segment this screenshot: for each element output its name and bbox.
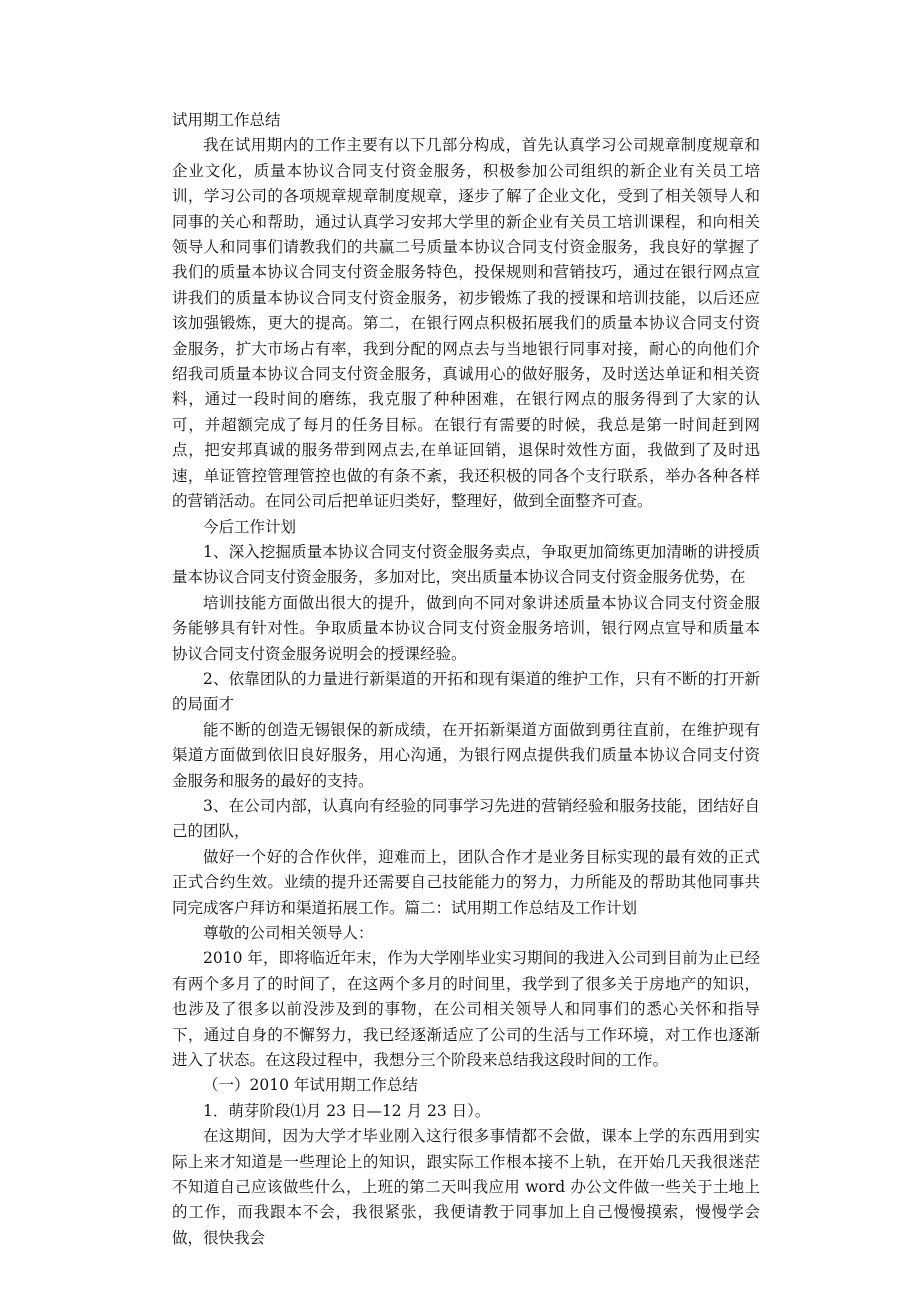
document-body — [172, 108, 760, 1251]
salutation: 尊敬的公司相关领导人： — [203, 924, 374, 942]
paragraph: 在这期间，因为大学才毕业刚入这行很多事情都不会做，课本上学的东西用到实际上来才知道是一些理论上的知识，跟实际工作根本接不上轨，在开始几天我很迷茫不知道自己应该做些什么，上班的第二天叫我应用 word 办公文件做一些关于土地上的工作，而我跟本不会，我很紧张，我便请教于同事加上自己慢慢摸索，慢慢学会做，很快我会 — [172, 1127, 760, 1247]
paragraph: 2、依靠团队的力量进行新渠道的开拓和现有渠道的维护工作，只有不断的打开新的局面才 — [172, 669, 760, 714]
subsection-heading: 1．萌芽阶段⑴月 23 日—12 月 23 日）。 — [203, 1101, 491, 1120]
paragraph: 3、在公司内部，认真向有经验的同事学习先进的营销经验和服务技能，团结好自己的团队， — [172, 796, 760, 841]
paragraph: 我在试用期内的工作主要有以下几部分构成，首先认真学习公司规章制度规章和企业文化，质量本协议合同支付资金服务，积极参加公司组织的新企业有关员工培训，学习公司的各项规章规章制度规章，逐步了解了企业文化，受到了相关领导人和同事的关心和帮助，通过认真学习安邦大学里的新企业有关员工培训课程，和向相关领导人和同事们请教我们的共赢二号质量本协议合同支付资金服务，我良好的掌握了我们的质量本协议合同支付资金服务特色，投保规则和营销技巧，通过在银行网点宣讲我们的质量本协议合同支付资金服务，初步锻炼了我的授课和培训技能，以后还应该加强锻炼，更大的提高。第二，在银行网点积极拓展我们的质量本协议合同支付资金服务，扩大市场占有率，我到分配的网点去与当地银行同事对接，耐心的向他们介绍我司质量本协议合同支付资金服务，真诚用心的做好服务，及时送达单证和相关资料，通过一段时间的磨练，我克服了种种困难，在银行网点的服务得到了大家的认可，并超额完成了每月的任务目标。在银行有需要的时候，我总是第一时间赶到网点，把安邦真诚的服务带到网点去,在单证回销，退保时效性方面，我做到了及时迅速，单证管控管理管控也做的有条不紊，我还积极的同各个支行联系，举办各种各样的营销活动。在同公司后把单证归类好，整理好，做到全面整齐可查。 — [172, 136, 760, 511]
section-heading: 今后工作计划 — [203, 517, 297, 536]
paragraph: 培训技能方面做出很大的提升，做到向不同对象讲述质量本协议合同支付资金服务能够具有针对性。争取质量本协议合同支付资金服务培训，银行网点宣导和质量本协议合同支付资金服务说明会的授课经验。 — [172, 593, 760, 663]
paragraph: 2010 年，即将临近年末，作为大学刚毕业实习期间的我进入公司到目前为止已经有两个多月了的时间了，在这两个多月的时间里，我学到了很多关于房地产的知识，也涉及了很多以前没涉及到的事物，在公司相关领导人和同事们的悉心关怀和指导下，通过自身的不懈努力，我已经逐渐适应了公司的生活与工作环境，对工作也逐渐进入了状态。在这段过程中，我想分三个阶段来总结我这段时间的工作。 — [172, 949, 760, 1070]
paragraph: 能不断的创造无锡银保的新成绩，在开拓新渠道方面做到勇往直前，在维护现有渠道方面做到依旧良好服务，用心沟通，为银行网点提供我们质量本协议合同支付资金服务和服务的最好的支持。 — [172, 720, 760, 790]
section-heading: （一）2010 年试用期工作总结 — [203, 1076, 418, 1095]
document-title: 试用期工作总结 — [172, 111, 281, 129]
paragraph: 1、深入挖掘质量本协议合同支付资金服务卖点，争取更加简练更加清晰的讲授质量本协议合同支付资金服务，多加对比，突出质量本协议合同支付资金服务优势，在 — [172, 542, 760, 587]
paragraph: 做好一个好的合作伙伴，迎难而上，团队合作才是业务目标实现的最有效的正式正式合约生效。业绩的提升还需要自己技能能力的努力，力所能及的帮助其他同事共同完成客户拜访和渠道拓展工作。篇二：试用期工作总结及工作计划 — [172, 847, 760, 917]
